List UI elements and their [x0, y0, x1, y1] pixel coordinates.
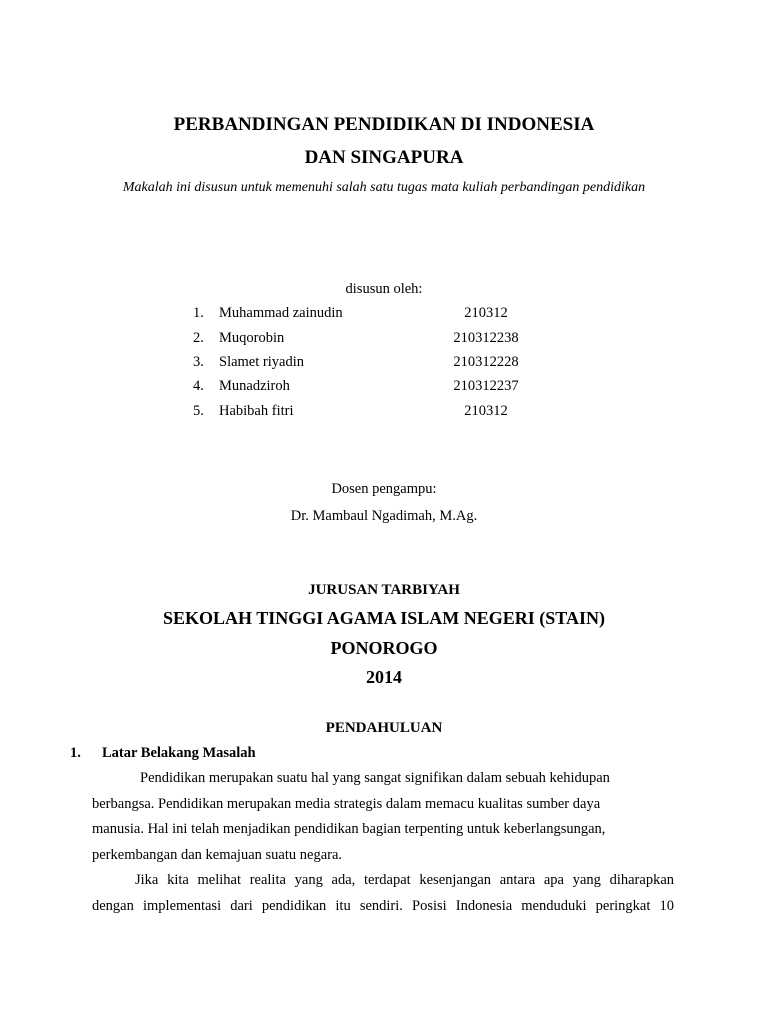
document-year: 2014	[366, 667, 402, 687]
author-row	[0, 305, 768, 323]
lecturer-name: Dr. Mambaul Ngadimah, M.Ag.	[290, 508, 478, 524]
author-row	[0, 354, 768, 372]
author-row	[0, 378, 768, 396]
author-row	[0, 330, 768, 348]
paragraph-line: dengan implementasi dari pendidikan itu sendiri. Posisi Indonesia menduduki peringkat 10	[92, 898, 674, 914]
author-name: Habibah fitri	[219, 403, 294, 419]
author-nim: 210312	[464, 305, 508, 321]
paragraph-line: perkembangan dan kemajuan suatu negara.	[92, 847, 343, 863]
document-title-line-1: PERBANDINGAN PENDIDIKAN DI INDONESIA	[173, 114, 595, 135]
author-number: 2.	[193, 330, 204, 346]
lecturer-label: Dosen pengampu:	[331, 481, 437, 497]
institution-city: PONOROGO	[330, 638, 438, 658]
author-nim: 210312237	[453, 378, 519, 394]
author-number: 3.	[193, 354, 204, 370]
institution-name: SEKOLAH TINGGI AGAMA ISLAM NEGERI (STAIN)	[163, 608, 605, 628]
paragraph-line: manusia. Hal ini telah menjadikan pendidikan bagian terpenting untuk keberlangsungan,	[92, 821, 606, 837]
department-name: JURUSAN TARBIYAH	[308, 582, 460, 598]
author-nim: 210312228	[453, 354, 519, 370]
subsection-title: Latar Belakang Masalah	[102, 745, 256, 761]
author-nim: 210312	[464, 403, 508, 419]
paragraph-line: Pendidikan merupakan suatu hal yang sangat signifikan dalam sebuah kehidupan	[140, 770, 610, 786]
paragraph-line: Jika kita melihat realita yang ada, terdapat kesenjangan antara apa yang diharapkan	[135, 872, 674, 888]
author-name: Slamet riyadin	[219, 354, 304, 370]
document-subtitle: Makalah ini disusun untuk memenuhi salah satu tugas mata kuliah perbandingan pendidikan	[122, 180, 646, 195]
paragraph-line: berbangsa. Pendidikan merupakan media strategis dalam memacu kualitas sumber daya	[92, 796, 601, 812]
author-number: 4.	[193, 378, 204, 394]
document-title-line-2: DAN SINGAPURA	[304, 147, 464, 168]
author-number: 1.	[193, 305, 204, 321]
author-row	[0, 403, 768, 421]
authors-heading: disusun oleh:	[345, 281, 423, 297]
author-name: Muhammad zainudin	[219, 305, 343, 321]
subsection-number: 1.	[70, 745, 81, 761]
author-name: Munadziroh	[219, 378, 290, 394]
author-nim: 210312238	[453, 330, 519, 346]
author-number: 5.	[193, 403, 204, 419]
section-heading: PENDAHULUAN	[325, 720, 443, 736]
author-name: Muqorobin	[219, 330, 285, 346]
